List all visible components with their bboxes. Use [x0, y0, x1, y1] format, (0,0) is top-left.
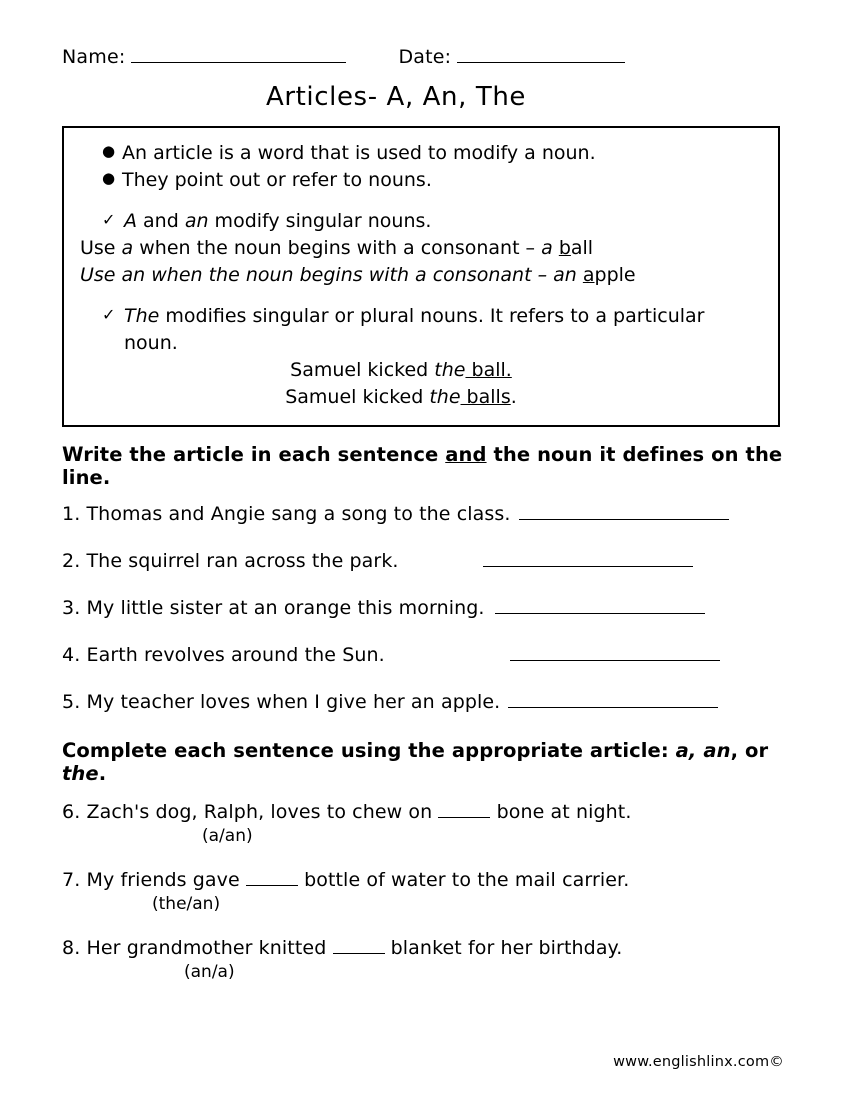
- answer-line[interactable]: [508, 693, 718, 708]
- question-row: [62, 550, 788, 572]
- date-label: Date:: [398, 46, 452, 68]
- info-check-rule-2: [102, 303, 762, 357]
- blank-line[interactable]: [246, 872, 298, 886]
- rule1-pre: Use: [80, 236, 122, 259]
- rule2-post: pple: [594, 263, 636, 286]
- answer-line[interactable]: [483, 552, 693, 567]
- section1-directions: [62, 443, 788, 489]
- info-check-text-2: [124, 303, 762, 357]
- question-text: Thomas and Angie sang a song to the class.: [86, 502, 511, 525]
- directions2-mid: , or: [730, 738, 769, 762]
- answer-hint: (an/a): [184, 961, 235, 982]
- rule1-post: all: [570, 236, 594, 259]
- check1-tail: modify singular nouns.: [208, 209, 432, 232]
- rule2-italic-2: an: [553, 263, 577, 286]
- directions2-pre: Complete each sentence using the appropriate article:: [62, 738, 676, 762]
- page-title: Articles- A, An, The: [265, 82, 527, 112]
- footer-credit: www.englishlinx.com©: [613, 1054, 784, 1070]
- question-text: My teacher loves when I give her an apple.: [86, 690, 501, 713]
- check-icon: ✓: [102, 209, 116, 229]
- info-rule-line-1: [80, 235, 762, 262]
- name-input-line[interactable]: [131, 47, 346, 63]
- fill-blank-question: [62, 869, 788, 914]
- section2-directions: [62, 739, 788, 785]
- example2-pre: Samuel kicked: [285, 385, 430, 408]
- answer-line[interactable]: [510, 646, 720, 661]
- question-post: bone at night.: [490, 800, 632, 823]
- info-bullet: [102, 167, 762, 194]
- question-pre: Zach's dog, Ralph, loves to chew on: [86, 800, 439, 823]
- info-bullet-text: An article is a word that is used to modify a noun.: [122, 142, 596, 164]
- directions-pre: Write the article in each sentence: [62, 442, 446, 466]
- info-bullet-text: They point out or refer to nouns.: [122, 168, 432, 191]
- info-bullet: [102, 140, 762, 167]
- rule1-italic-2: a: [541, 236, 553, 259]
- example1-underlined: ball.: [465, 358, 512, 381]
- question-text: My little sister at an orange this morning.: [86, 596, 485, 619]
- info-example-1: [80, 357, 762, 384]
- directions-post: the noun it defines on the line.: [62, 442, 783, 489]
- question-pre: My friends gave: [86, 868, 246, 891]
- question-number: 8.: [62, 936, 81, 959]
- directions2-post: .: [98, 761, 107, 785]
- question-row: [62, 691, 788, 713]
- rule1-italic: a: [121, 236, 134, 259]
- bullet-icon: ●: [102, 168, 116, 187]
- question-number: 1.: [62, 502, 81, 525]
- answer-line[interactable]: [519, 505, 729, 520]
- question-post: blanket for her birthday.: [384, 936, 623, 959]
- directions2-italic-2: the: [62, 761, 99, 785]
- question-text: Earth revolves around the Sun.: [86, 643, 385, 666]
- question-row: [62, 597, 788, 619]
- answer-hint: (the/an): [152, 893, 221, 914]
- bullet-icon: ●: [102, 142, 116, 160]
- rule2-underlined: a: [582, 263, 595, 286]
- answer-line[interactable]: [495, 599, 705, 614]
- fill-blank-question: [62, 801, 788, 846]
- fill-blank-text: [62, 801, 788, 823]
- spacer: [80, 289, 762, 303]
- example2-italic: the: [429, 385, 461, 408]
- rule1-mid: when the noun begins with a consonant –: [133, 236, 542, 259]
- fill-blank-text: [62, 937, 788, 959]
- article-a-italic: A: [124, 209, 137, 232]
- fill-blank-question: [62, 937, 788, 982]
- question-number: 4.: [62, 643, 81, 666]
- info-check-rule-1: [102, 208, 762, 235]
- info-rule-line-2: [80, 262, 762, 289]
- example2-underlined: balls: [460, 385, 511, 408]
- check1-mid: and: [137, 209, 185, 232]
- info-box: [62, 126, 780, 427]
- date-input-line[interactable]: [457, 47, 625, 63]
- article-an-italic: an: [184, 209, 209, 232]
- spacer: [80, 194, 762, 208]
- info-example-2: [80, 384, 762, 411]
- question-text: The squirrel ran across the park.: [86, 549, 399, 572]
- name-date-row: [62, 46, 788, 68]
- question-row: [62, 644, 788, 666]
- example1-pre: Samuel kicked: [290, 358, 435, 381]
- question-post: bottle of water to the mail carrier.: [297, 868, 630, 891]
- check-icon: ✓: [102, 304, 116, 324]
- check2-tail: modifies singular or plural nouns. It refers to a particular noun.: [124, 304, 705, 354]
- question-number: 3.: [62, 596, 81, 619]
- info-check-text: [124, 208, 431, 235]
- fill-blank-text: [62, 869, 788, 891]
- question-row: [62, 503, 788, 525]
- question-number: 5.: [62, 690, 81, 713]
- rule2-pre: Use an when the noun begins with a consonant –: [80, 263, 554, 286]
- question-number: 2.: [62, 549, 81, 572]
- directions-underlined: and: [445, 442, 487, 466]
- example1-italic: the: [434, 358, 466, 381]
- directions2-italic-1: a, an: [675, 738, 731, 762]
- name-label: Name:: [62, 46, 126, 68]
- article-the-italic: The: [124, 304, 160, 327]
- example2-post: .: [510, 385, 517, 408]
- rule1-underlined: b: [558, 236, 571, 259]
- answer-hint: (a/an): [202, 825, 253, 846]
- blank-line[interactable]: [333, 940, 385, 954]
- blank-line[interactable]: [438, 804, 490, 818]
- question-pre: Her grandmother knitted: [86, 936, 333, 959]
- question-number: 6.: [62, 800, 81, 823]
- question-number: 7.: [62, 868, 81, 891]
